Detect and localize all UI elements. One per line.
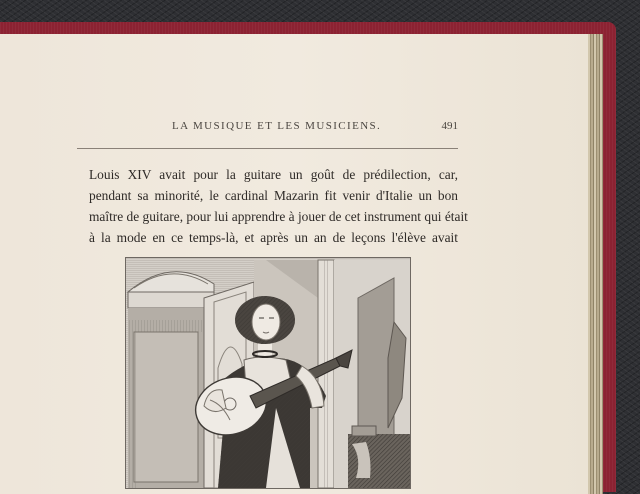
running-header [172,120,458,132]
text-line: pendant sa minorité, le cardinal Mazarin fit venir d'Italie un bon [89,188,458,203]
running-header-title: LA MUSIQUE ET LES MUSICIENS. [172,120,382,132]
text-line: à la mode en ce temps-là, et après un an de leçons l'élève avait [89,230,458,245]
lute-player-engraving [125,257,411,489]
text-line: Louis XIV avait pour la guitare un goût de prédilection, car, [89,167,458,182]
header-rule [77,148,458,149]
paragraph [89,164,468,248]
engraving-illustration-icon [126,258,410,488]
text-line: maître de guitare, pour lui apprendre à jouer de cet instrument qui était [89,209,468,224]
page-number: 491 [441,120,458,132]
